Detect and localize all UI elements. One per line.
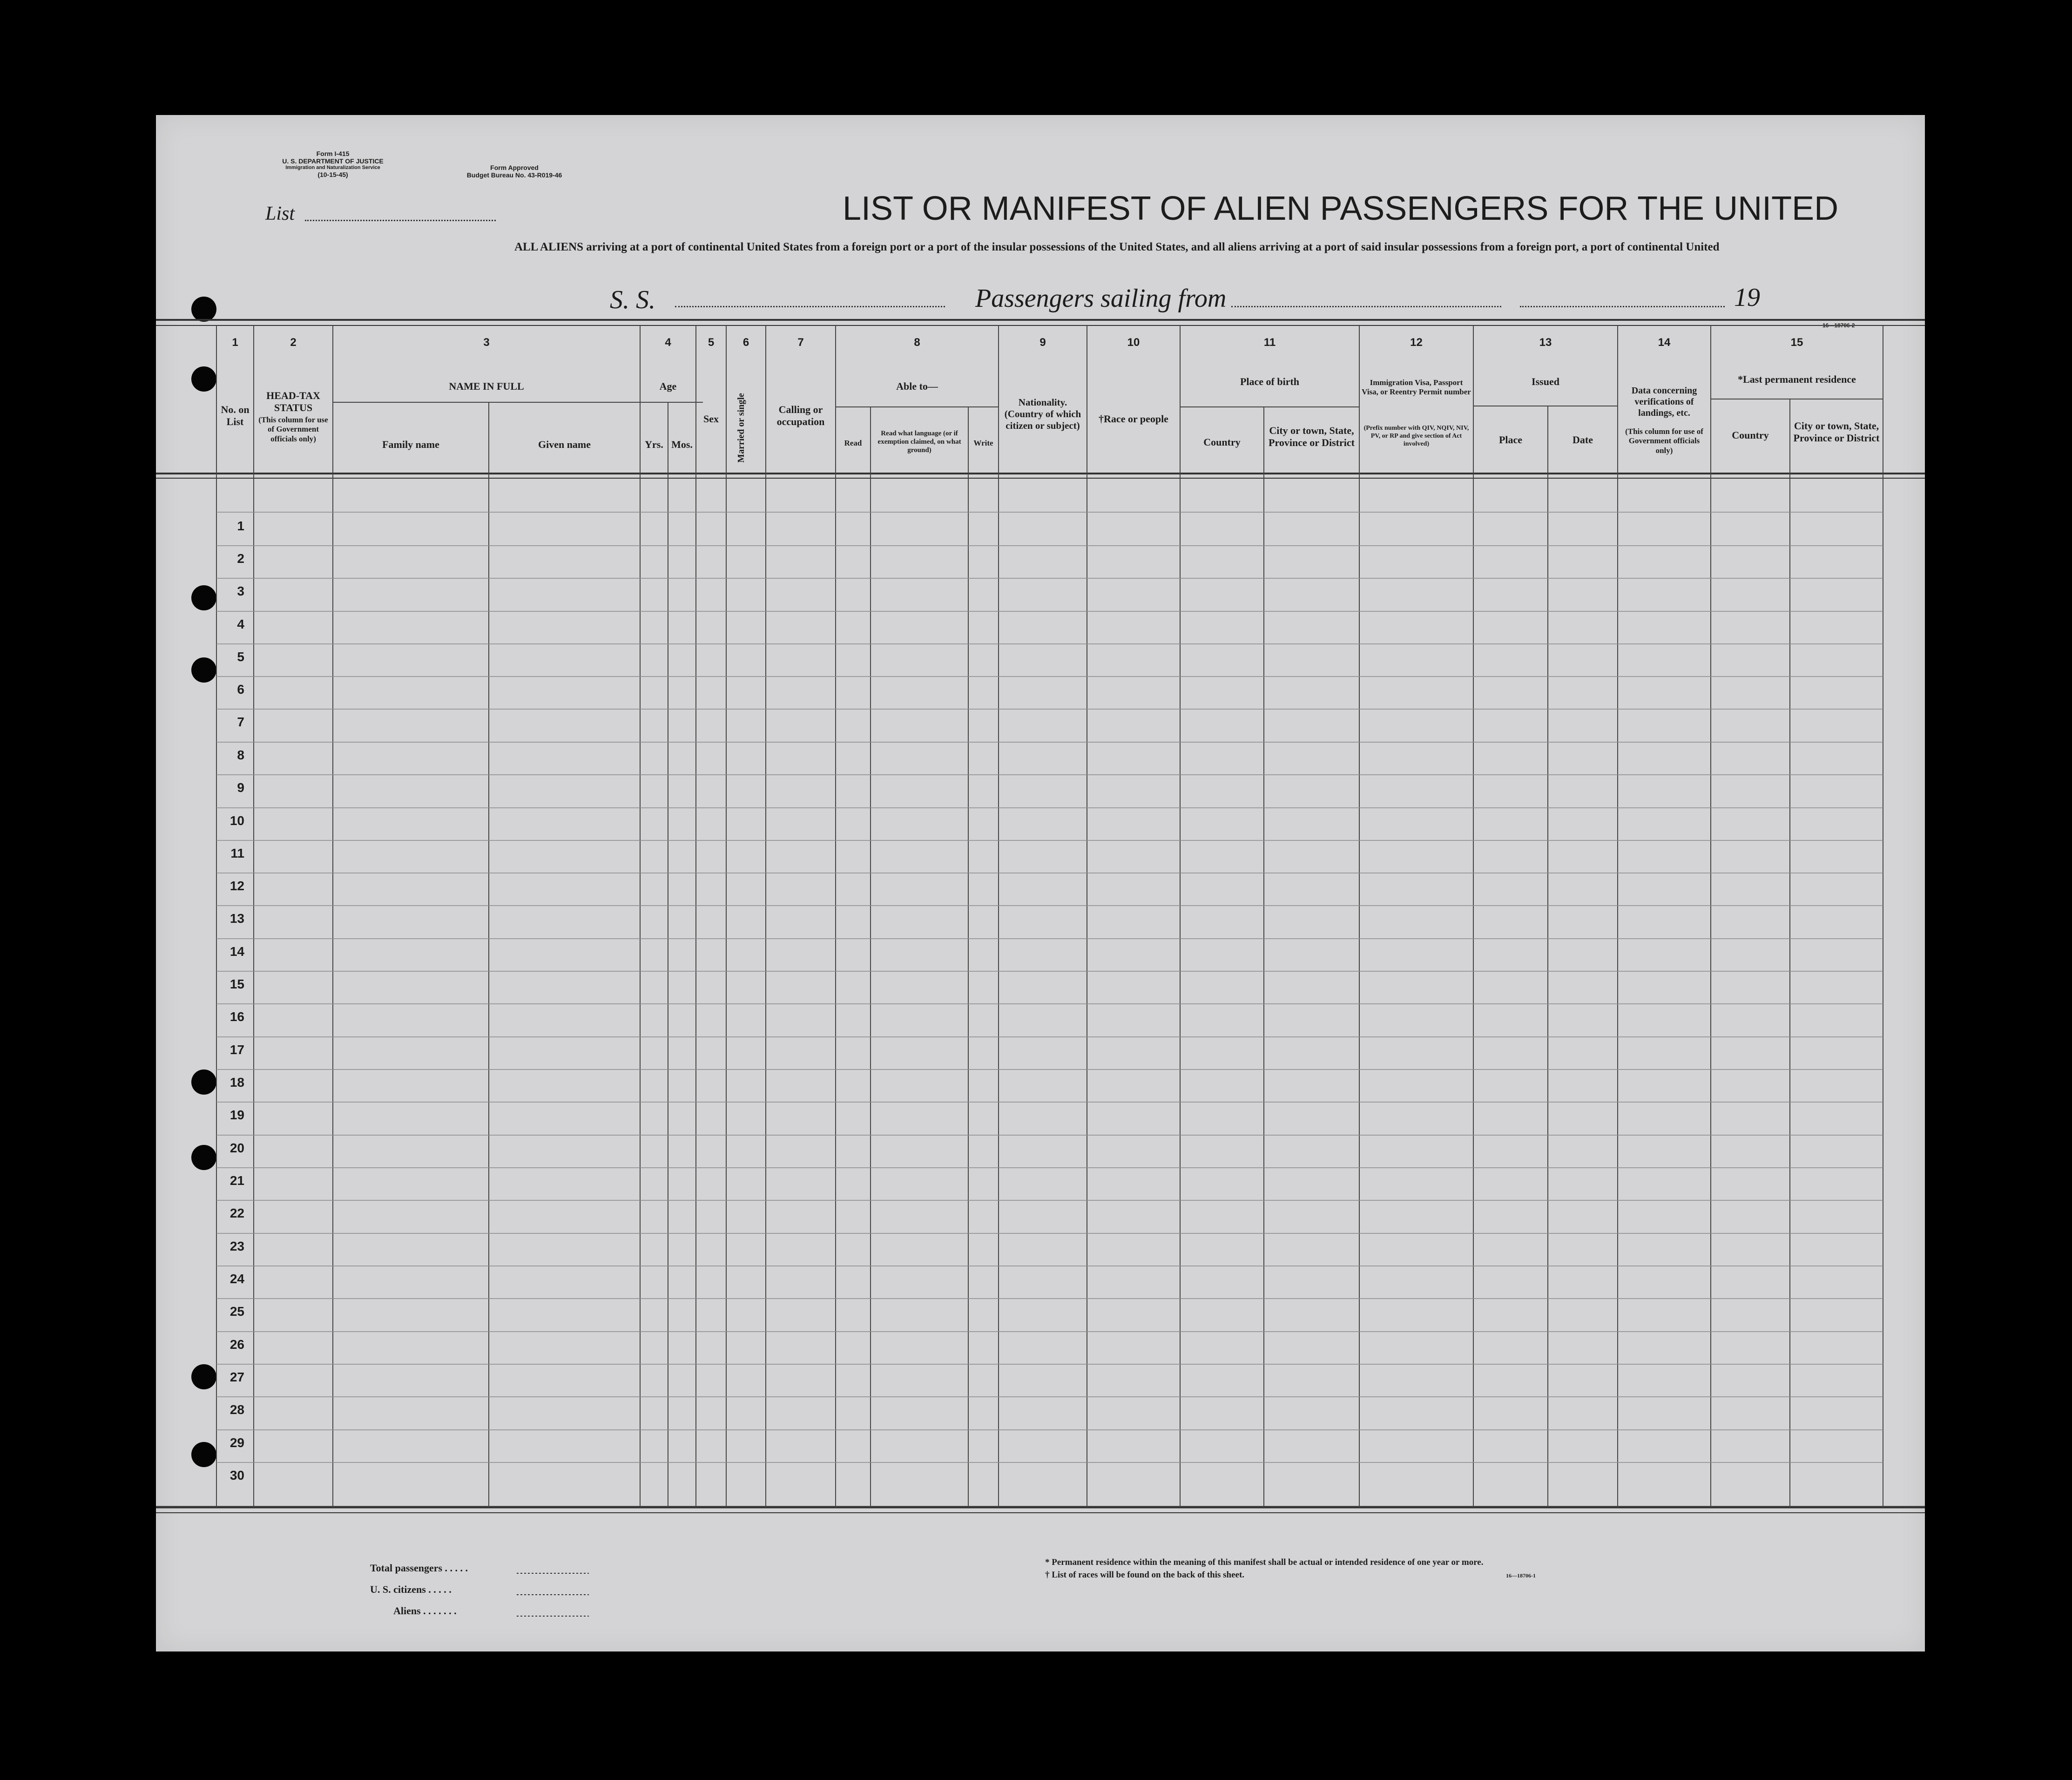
col-num-6: 6 <box>742 336 749 349</box>
row-number: 20 <box>229 1141 244 1155</box>
col-num-1: 1 <box>232 336 238 349</box>
col-num-4: 4 <box>665 336 671 349</box>
form-number: Form I-415 <box>316 150 350 157</box>
row-number: 1 <box>237 519 244 533</box>
col-num-8: 8 <box>914 336 920 349</box>
year-label: 19 <box>1734 283 1760 312</box>
row-number: 17 <box>229 1042 244 1057</box>
manifest-sheet <box>156 115 1925 1651</box>
row-number: 22 <box>229 1206 244 1220</box>
header-family-name: Family name <box>382 439 439 450</box>
sailing-label: Passengers sailing from <box>975 284 1227 313</box>
col-num-10: 10 <box>1127 336 1140 349</box>
row-number: 30 <box>229 1468 244 1482</box>
header-name-in-full: NAME IN FULL <box>449 380 524 392</box>
row-number: 13 <box>229 911 244 926</box>
row-number: 16 <box>229 1009 244 1024</box>
page-subtitle: ALL ALIENS arriving at a port of continental United States from a foreign port or a port of the insular possessions of the United States, and all aliens arriving at a port of said insular possessions from a foreign port, a port of continental United <box>514 241 1720 253</box>
header-yrs: Yrs. <box>645 439 663 450</box>
header-visa-note: (Prefix number with QIV, NQIV, NIV, PV, or RP and give section of Act involved) <box>1363 425 1469 447</box>
footer-code: 16—18706-1 <box>1506 1572 1536 1579</box>
us-citizens-label: U. S. citizens . . . . . <box>370 1584 452 1595</box>
header-last-residence: *Last permanent residence <box>1738 373 1856 385</box>
row-number: 12 <box>229 879 244 893</box>
col-num-13: 13 <box>1539 336 1552 349</box>
header-married: Married or single <box>736 393 746 463</box>
service: Immigration and Naturalization Service <box>285 165 380 171</box>
row-number: 24 <box>229 1272 244 1286</box>
col-num-5: 5 <box>708 336 715 349</box>
header-no-on-list: No. on List <box>221 404 250 428</box>
department: U. S. DEPARTMENT OF JUSTICE <box>282 157 384 165</box>
list-label: List <box>265 203 295 224</box>
row-number: 5 <box>237 650 244 664</box>
header-able-to: Able to— <box>896 380 938 392</box>
header-head-tax: HEAD-TAX STATUS <box>266 390 320 414</box>
col-num-7: 7 <box>797 336 804 349</box>
footnote-races: † List of races will be found on the back of this sheet. <box>1045 1570 1245 1580</box>
total-passengers-label: Total passengers . . . . . <box>370 1562 468 1574</box>
row-number: 19 <box>229 1108 244 1122</box>
col-num-11: 11 <box>1263 336 1276 349</box>
row-number: 9 <box>237 780 244 795</box>
col-num-9: 9 <box>1039 336 1046 349</box>
col-num-14: 14 <box>1658 336 1671 349</box>
header-read-what: Read what language (or if exemption claimed, on what ground) <box>877 430 961 454</box>
header-place-of-birth: Place of birth <box>1240 376 1300 387</box>
row-number: 2 <box>237 551 244 566</box>
aliens-label: Aliens . . . . . . . <box>393 1605 457 1617</box>
row-number: 23 <box>229 1239 244 1253</box>
header-city-town: City or town, State, Province or District <box>1269 425 1355 449</box>
header-age: Age <box>659 380 677 392</box>
row-number: 25 <box>229 1304 244 1319</box>
page-title: LIST OR MANIFEST OF ALIEN PASSENGERS FOR THE UNITED <box>843 190 1839 227</box>
col-num-3: 3 <box>483 336 490 349</box>
header-place: Place <box>1498 434 1523 446</box>
header-res-country: Country <box>1732 429 1769 441</box>
header-issued: Issued <box>1532 376 1559 387</box>
date-code: (10-15-45) <box>317 170 348 178</box>
header-mos: Mos. <box>671 439 693 450</box>
footnote-residence: * Permanent residence within the meaning of this manifest shall be actual or intended residence of one year or more. <box>1045 1557 1484 1567</box>
row-number: 11 <box>230 846 244 860</box>
row-number: 28 <box>229 1402 244 1417</box>
header-given-name: Given name <box>538 439 591 450</box>
row-number: 21 <box>229 1173 244 1188</box>
header-calling: Calling or occupation <box>776 404 825 428</box>
header-data-concerning: Data concerning verifications of landings, etc. <box>1631 386 1697 418</box>
header-res-city: City or town, State, Province or District <box>1793 420 1880 444</box>
header-write: Write <box>973 439 993 447</box>
row-number: 8 <box>237 748 244 762</box>
row-number: 18 <box>229 1075 244 1090</box>
row-number: 6 <box>237 682 244 697</box>
row-number: 14 <box>229 944 244 959</box>
header-date: Date <box>1573 434 1593 446</box>
header-country: Country <box>1203 436 1241 448</box>
form-approved: Form Approved <box>490 164 539 171</box>
header-sex: Sex <box>703 413 719 425</box>
row-number: 4 <box>237 617 244 631</box>
ss-label: S. S. <box>610 285 655 314</box>
col-num-2: 2 <box>290 336 297 349</box>
row-number: 26 <box>229 1337 244 1352</box>
budget-bureau: Budget Bureau No. 43-R019-46 <box>466 171 562 179</box>
row-number: 27 <box>229 1370 244 1384</box>
row-number: 7 <box>237 715 244 729</box>
header-visa: Immigration Visa, Passport Visa, or Reentry Permit number <box>1362 378 1471 397</box>
header-data-note: (This column for use of Government officials only) <box>1625 427 1703 455</box>
row-number: 3 <box>237 584 244 598</box>
header-race: †Race or people <box>1099 413 1168 425</box>
col-num-15: 15 <box>1790 336 1803 349</box>
header-nationality: Nationality. (Country of which citizen or subject) <box>1004 397 1081 432</box>
row-number: 29 <box>229 1435 244 1450</box>
header-head-tax-note: (This column for use of Government officials only) <box>258 415 328 443</box>
print-code: 16—18706-2 <box>1822 322 1855 329</box>
header-read: Read <box>844 439 862 447</box>
col-num-12: 12 <box>1410 336 1423 349</box>
row-number: 15 <box>229 977 244 991</box>
row-number: 10 <box>229 813 244 828</box>
